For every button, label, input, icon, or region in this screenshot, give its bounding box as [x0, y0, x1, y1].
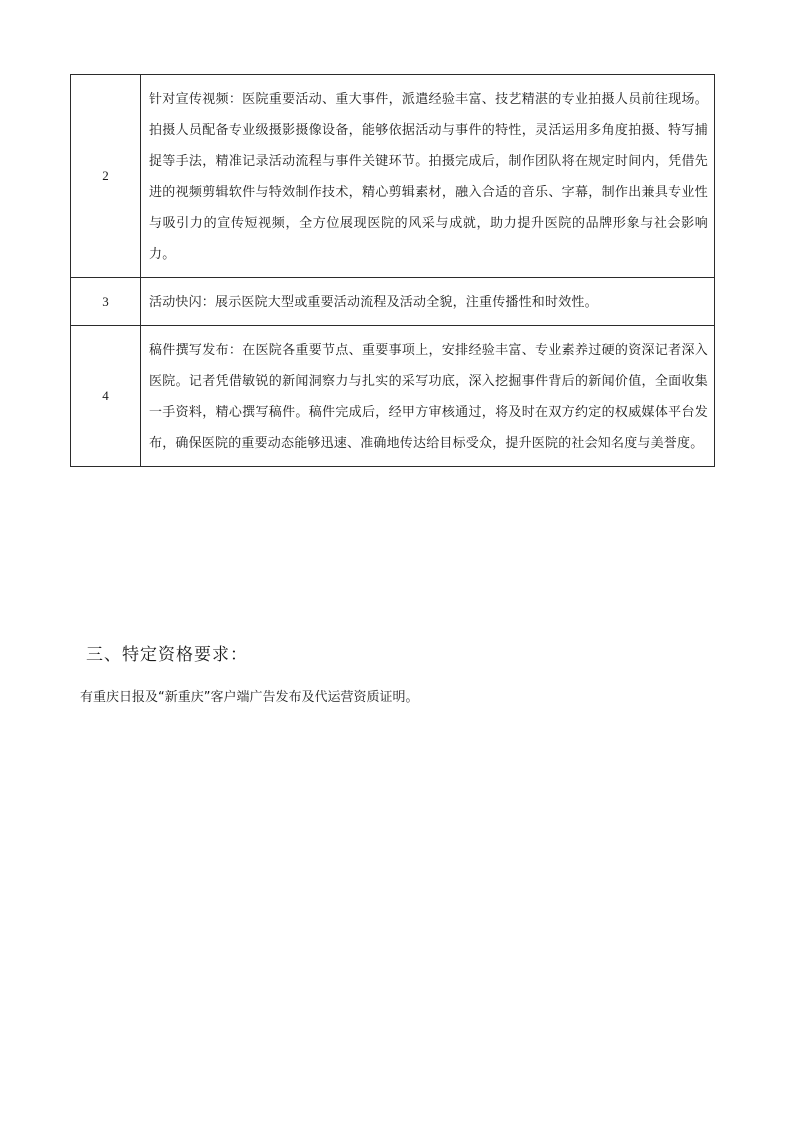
service-items-table: [70, 74, 715, 467]
row-description: 稿件撰写发布：在医院各重要节点、重要事项上，安排经验丰富、专业素养过硬的资深记者深入医院。记者凭借敏锐的新闻洞察力与扎实的采写功底，深入挖掘事件背后的新闻价值，全面收集一手资料，精心撰写稿件。稿件完成后，经甲方审核通过，将及时在双方约定的权威媒体平台发布，确保医院的重要动态能够迅速、准确地传达给目标受众，提升医院的社会知名度与美誉度。: [141, 326, 715, 467]
table-row: [71, 326, 715, 467]
requirement-text: 有重庆日报及“新重庆”客户端广告发布及代运营资质证明。: [80, 690, 419, 705]
table-row: [71, 278, 715, 326]
row-number: 3: [71, 278, 141, 326]
row-number: 4: [71, 326, 141, 467]
row-description: 活动快闪：展示医院大型或重要活动流程及活动全貌，注重传播性和时效性。: [141, 278, 715, 326]
section-heading: 三、特定资格要求：: [86, 645, 248, 665]
row-description: 针对宣传视频：医院重要活动、重大事件，派遣经验丰富、技艺精湛的专业拍摄人员前往现场。拍摄人员配备专业级摄影摄像设备，能够依据活动与事件的特性，灵活运用多角度拍摄、特写捕捉等手法，精准记录活动流程与事件关键环节。拍摄完成后，制作团队将在规定时间内，凭借先进的视频剪辑软件与特效制作技术，精心剪辑素材，融入合适的音乐、字幕，制作出兼具专业性与吸引力的宣传短视频，全方位展现医院的风采与成就，助力提升医院的品牌形象与社会影响力。: [141, 75, 715, 278]
row-number: 2: [71, 75, 141, 278]
table-row: [71, 75, 715, 278]
